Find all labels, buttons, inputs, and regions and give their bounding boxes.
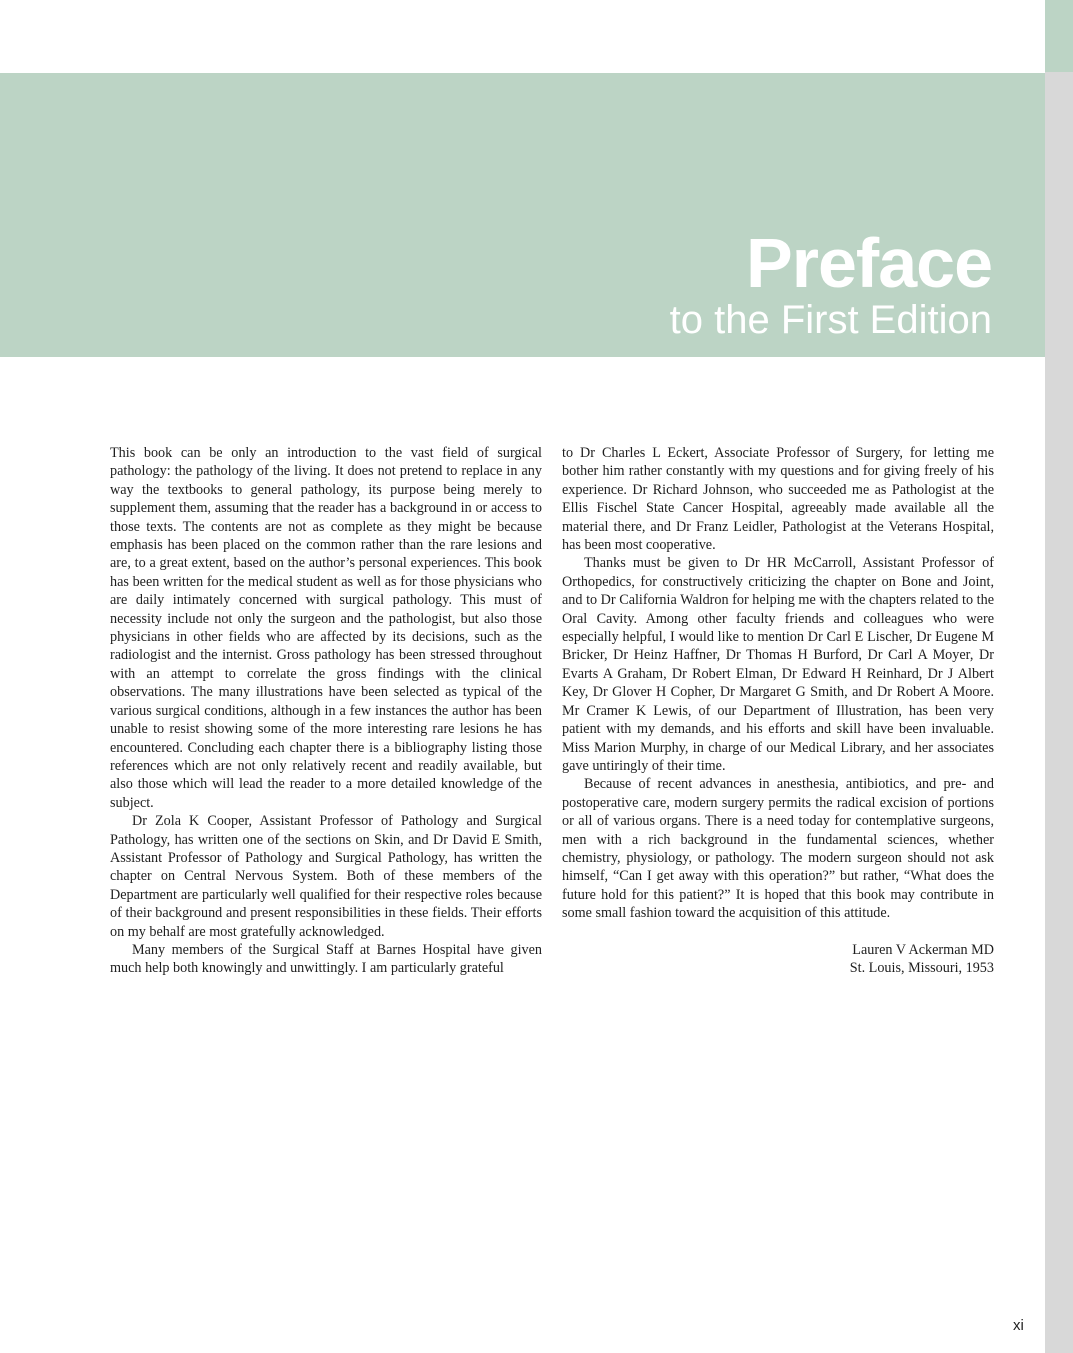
- body-paragraph: Many members of the Surgical Staff at Barnes Hospital have given much help both knowingly and unwittingly. I am particularly grateful: [110, 941, 542, 977]
- page-subtitle: to the First Edition: [669, 298, 992, 342]
- right-text-column: [562, 444, 994, 977]
- page-title: Preface: [746, 224, 992, 302]
- signature-name: Lauren V Ackerman MD: [852, 941, 994, 958]
- body-paragraph: This book can be only an introduction to the vast field of surgical pathology: the pathology of the living. It does not pretend to replace in any way the textbooks to general pathology, its purpose being merely to supplement them, assuming that the reader has a background in or access to those texts. The contents are not as complete as they might be because emphasis has been placed on the common rather than the rare lesions and are, to a great extent, based on the author’s personal experiences. This book has been written for the medical student as well as for those physicians who are daily intimately concerned with surgical pathology. This must of necessity include not only the surgeon and the pathologist, but also those physicians in other fields who are affected by its decisions, such as the radiologist and the internist. Gross pathology has been stressed throughout with an attempt to correlate the gross findings with the clinical observations. The many illustrations have been selected as typical of the various surgical conditions, although in a few instances the author has been unable to resist showing some of the more interesting rare lesions he has encountered. Concluding each chapter there is a bibliography listing those references which are not only relatively recent and readily available, but also those which will lead the reader to a more detailed knowledge of the subject.: [110, 445, 542, 811]
- left-text-column: [110, 444, 542, 978]
- page-number: xi: [1013, 1317, 1024, 1334]
- right-margin-strip-accent: [1045, 0, 1073, 72]
- body-paragraph: Because of recent advances in anesthesia, antibiotics, and pre- and postoperative care, modern surgery permits the radical excision of portions or all of various organs. There is a need today for contemplative surgeons, men with a rich background in the fundamental sciences, whether chemistry, physiology, or pathology. The modern surgeon should not ask himself, “Can I get away with this operation?” but rather, “What does the future hold for this patient?” It is hoped that this book may contribute in some small fashion toward the acquisition of this attitude.: [562, 776, 994, 922]
- right-margin-strip: [1045, 0, 1073, 1353]
- signature-block: [562, 941, 994, 978]
- body-paragraph: Thanks must be given to Dr HR McCarroll, Assistant Professor of Orthopedics, for constructively criticizing the chapter on Bone and Joint, and to Dr California Waldron for helping me with the chapters related to the Oral Cavity. Among other faculty friends and colleagues who were especially helpful, I would like to mention Dr Carl E Lischer, Dr Eugene M Bricker, Dr Heinz Haffner, Dr Thomas H Burford, Dr Carl A Moyer, Dr Evarts A Graham, Dr Robert Elman, Dr Edward H Reinhard, Dr J Albert Key, Dr Glover H Copher, Dr Margaret G Smith, and Dr Robert A Moore. Mr Cramer K Lewis, of our Department of Illustration, has been very patient with my demands, and his efforts and skill have been invaluable. Miss Marion Murphy, in charge of our Medical Library, and her associates gave untiringly of their time.: [562, 555, 994, 774]
- signature-place-date: St. Louis, Missouri, 1953: [849, 959, 994, 976]
- body-paragraph: Dr Zola K Cooper, Assistant Professor of Pathology and Surgical Pathology, has written one of the sections on Skin, and Dr David E Smith, Assistant Professor of Pathology and Surgical Pathology, has written the chapter on Central Nervous System. Both of these members of the Department are particularly well qualified for their respective roles because of their background and present responsibilities in these fields. Their efforts on my behalf are most gratefully acknowledged.: [110, 813, 542, 940]
- body-paragraph: to Dr Charles L Eckert, Associate Professor of Surgery, for letting me bother him rather constantly with my questions and for giving freely of his experience. Dr Richard Johnson, who succeeded me as Pathologist at the Ellis Fischel State Cancer Hospital, agreeably made available all the material there, and Dr Franz Leidler, Pathologist at the Veterans Hospital, has been most cooperative.: [562, 445, 994, 554]
